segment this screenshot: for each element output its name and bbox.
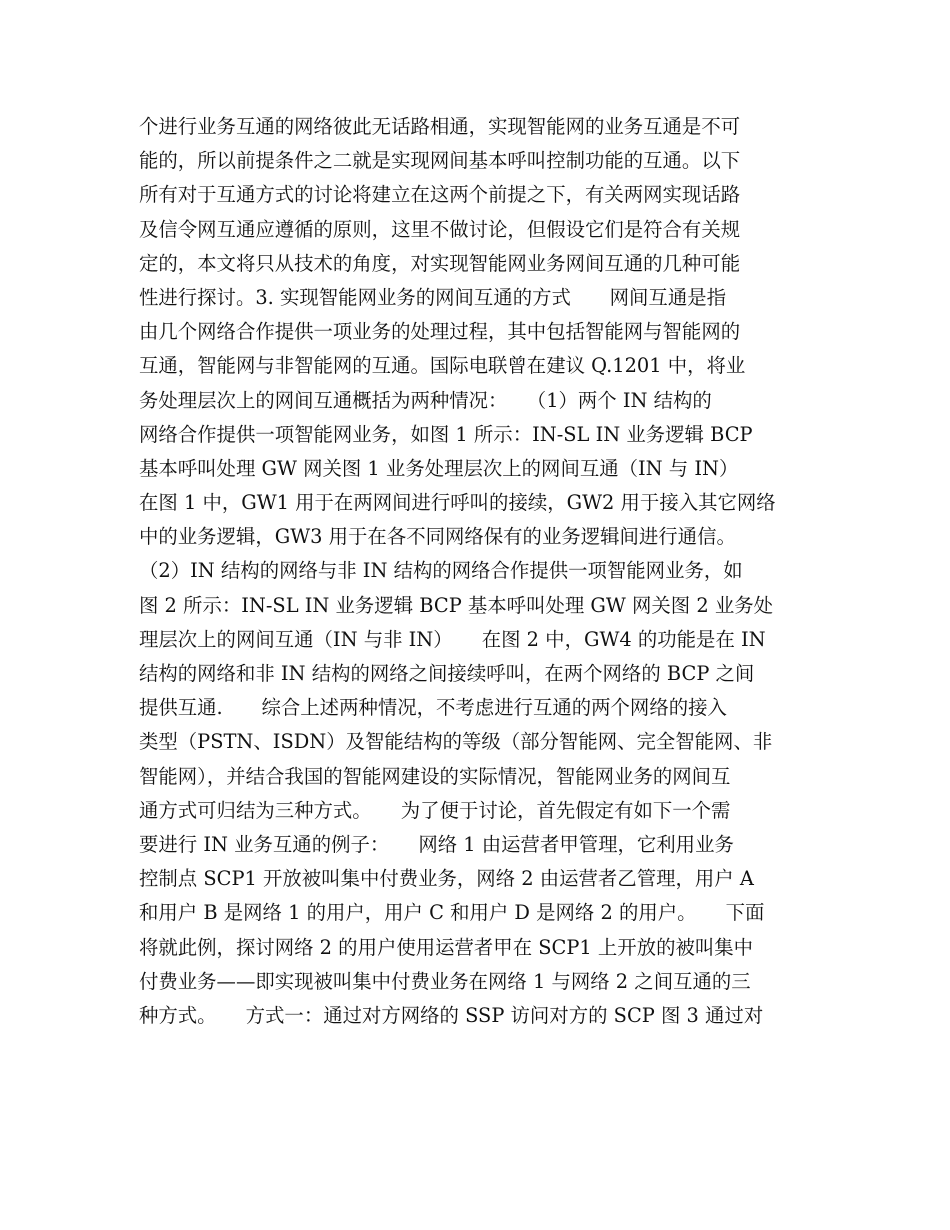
text-line: 基本呼叫处理 GW 网关图 1 业务处理层次上的网间互通（IN 与 IN） [139, 456, 739, 480]
text-line: 在图 1 中，GW1 用于在两网间进行呼叫的接续，GW2 用于接入其它网络 [139, 491, 776, 515]
text-line: （2）IN 结构的网络与非 IN 结构的网络合作提供一项智能网业务，如 [139, 559, 743, 583]
text-line: 能的，所以前提条件之二就是实现网间基本呼叫控制功能的互通。以下 [139, 149, 741, 173]
text-line: 网络合作提供一项智能网业务，如图 1 所示：IN-SL IN 业务逻辑 BCP [139, 422, 753, 446]
text-line: 控制点 SCP1 开放被叫集中付费业务，网络 2 由运营者乙管理，用户 A [139, 867, 754, 891]
text-line: 中的业务逻辑，GW3 用于在各不同网络保有的业务逻辑间进行通信。 [139, 525, 736, 549]
text-line: 及信令网互通应遵循的原则，这里不做讨论，但假设它们是符合有关规 [139, 217, 741, 241]
text-line: 理层次上的网间互通（IN 与非 IN） 在图 2 中，GW4 的功能是在 IN [139, 627, 766, 651]
text-line: 个进行业务互通的网络彼此无话路相通，实现智能网的业务互通是不可 [139, 115, 741, 138]
text-line: 和用户 B 是网络 1 的用户，用户 C 和用户 D 是网络 2 的用户。 下面 [139, 901, 765, 925]
text-line: 定的，本文将只从技术的角度，对实现智能网业务网间互通的几种可能 [139, 251, 741, 275]
text-line: 通方式可归结为三种方式。 为了便于讨论，首先假定有如下一个需 [139, 798, 731, 822]
text-line: 性进行探讨。3. 实现智能网业务的网间互通的方式 网间互通是指 [139, 285, 726, 309]
text-line: 类型（PSTN、ISDN）及智能结构的等级（部分智能网、完全智能网、非 [139, 730, 773, 754]
text-line: 智能网），并结合我国的智能网建设的实际情况，智能网业务的网间互 [139, 764, 731, 788]
text-line: 提供互通. 综合上述两种情况，不考虑进行互通的两个网络的接入 [139, 696, 727, 720]
text-line: 所有对于互通方式的讨论将建立在这两个前提之下，有关两网实现话路 [139, 183, 741, 207]
body-text [139, 110, 819, 1033]
text-line: 互通，智能网与非智能网的互通。国际电联曾在建议 Q.1201 中，将业 [139, 354, 746, 378]
text-line: 种方式。 方式一：通过对方网络的 SSP 访问对方的 SCP 图 3 通过对 [139, 1003, 764, 1027]
text-line: 付费业务——即实现被叫集中付费业务在网络 1 与网络 2 之间互通的三 [139, 969, 751, 993]
text-line: 务处理层次上的网间互通概括为两种情况： （1）两个 IN 结构的 [139, 388, 712, 412]
text-line: 将就此例，探讨网络 2 的用户使用运营者甲在 SCP1 上开放的被叫集中 [139, 935, 754, 959]
text-line: 结构的网络和非 IN 结构的网络之间接续呼叫，在两个网络的 BCP 之间 [139, 662, 755, 685]
text-line: 图 2 所示：IN-SL IN 业务逻辑 BCP 基本呼叫处理 GW 网关图 2 业务处 [139, 593, 774, 617]
text-line: 要进行 IN 业务互通的例子： 网络 1 由运营者甲管理，它利用业务 [139, 832, 734, 856]
text-line: 由几个网络合作提供一项业务的处理过程，其中包括智能网与智能网的 [139, 320, 741, 344]
